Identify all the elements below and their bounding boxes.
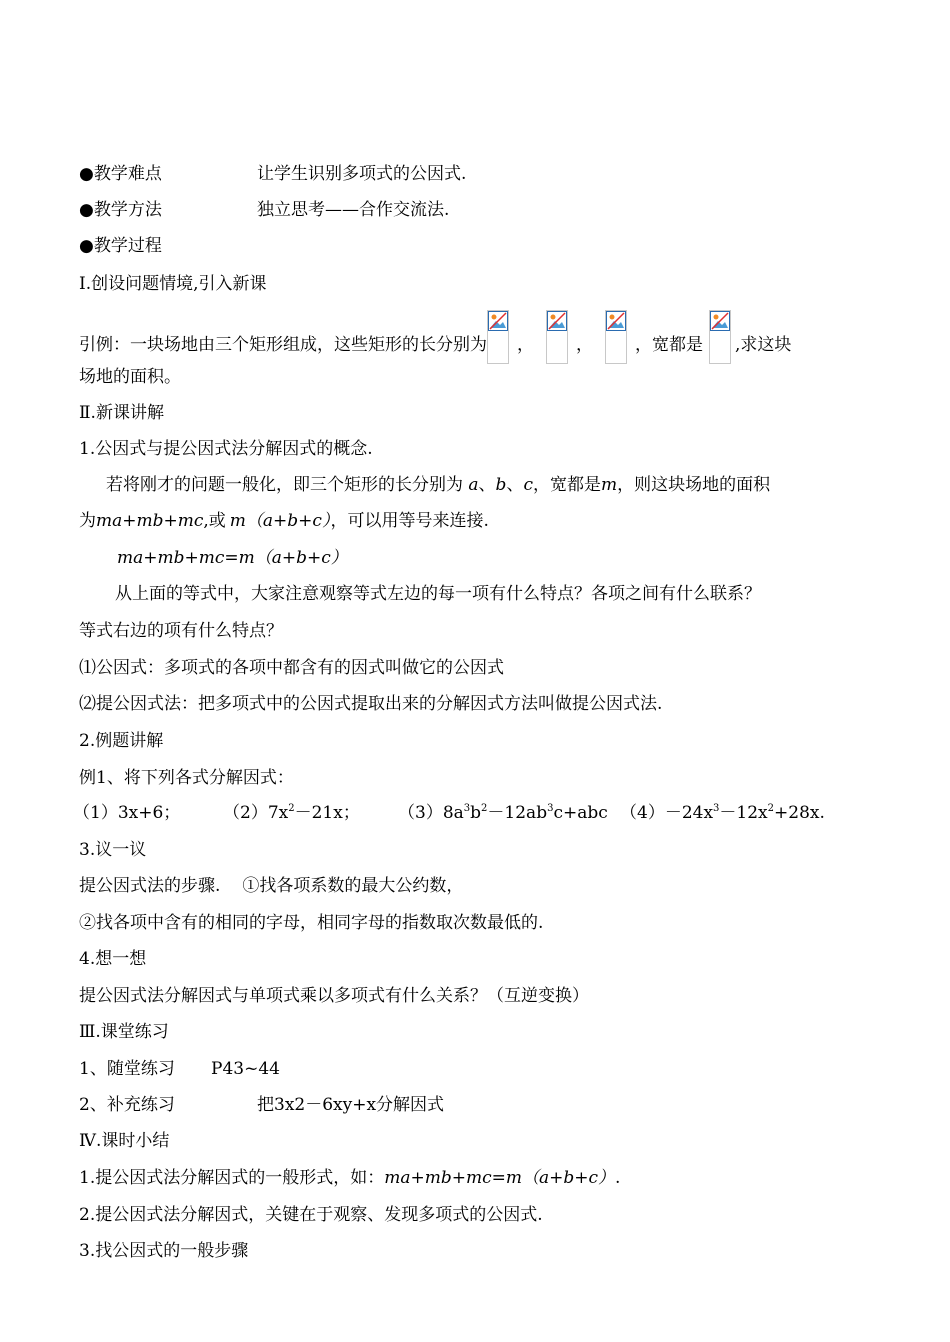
examples-heading: 2.例题讲解: [79, 731, 164, 751]
equation-expression: ma+mb+mc=m（a+b+c）: [117, 548, 348, 568]
summary-1-row: [79, 1166, 620, 1190]
practice-2-text: 把3x2－6xy+x分解因式: [257, 1095, 445, 1115]
definition-common-factor: ⑴公因式：多项式的各项中都含有的因式叫做它的公因式: [79, 658, 504, 678]
think-question: 提公因式法分解因式与单项式乘以多项式有什么关系？（互逆变换）: [79, 986, 589, 1006]
section-4-heading: Ⅳ.课时小结: [79, 1131, 170, 1151]
generalize-text-b: ，宽都是: [532, 475, 601, 495]
difficulty-text: 让学生识别多项式的公因式.: [257, 164, 467, 184]
generalize-text-c: ，则这块场地的面积: [617, 475, 771, 495]
intro-text-a: 引例：一块场地由三个矩形组成，这些矩形的长分别为: [79, 335, 487, 355]
area-text-a: 为: [79, 511, 96, 531]
var-c: c: [523, 475, 533, 495]
method-label: ●教学方法: [79, 200, 162, 220]
observe-question: 从上面的等式中，大家注意观察等式左边的每一项有什么特点？各项之间有什么联系？: [115, 584, 761, 604]
section-1-heading: Ⅰ.创设问题情境,引入新课: [79, 274, 267, 294]
example-1-items: [73, 801, 825, 825]
method-row: [79, 198, 449, 222]
steps-row: [79, 874, 463, 898]
practice-1-label: 1、随堂练习: [79, 1059, 175, 1079]
generalize-text-a: 若将刚才的问题一般化，即三个矩形的长分别为: [106, 475, 463, 495]
separator-2: 、: [506, 475, 524, 495]
area-row: [79, 509, 489, 533]
practice-2-label: 2、补充练习: [79, 1095, 175, 1115]
area-product-expression: m（a+b+c）: [229, 511, 331, 531]
var-b: b: [495, 475, 507, 495]
intro-example-row: [79, 310, 791, 364]
practice-1-text: P43~44: [211, 1059, 280, 1079]
think-heading: 4.想一想: [79, 949, 147, 969]
intro-text-c: 场地的面积。: [79, 367, 181, 387]
area-text-b: ,或: [203, 511, 226, 531]
summary-1-expression: ma+mb+mc=m（a+b+c）: [384, 1168, 616, 1188]
comma-3-width-label: ，宽都是: [635, 335, 703, 355]
example-item-1: （1）3x+6；: [73, 803, 181, 823]
area-text-c: ，可以用等号来连接.: [330, 511, 489, 531]
observe-question-cont: 等式右边的项有什么特点？: [79, 621, 283, 641]
summary-3: 3.找公因式的一般步骤: [79, 1241, 249, 1261]
area-sum-expression: ma+mb+mc: [96, 511, 204, 531]
example-item-2: $(2)7x^2-21x$；: [223, 803, 360, 823]
comma-1: ，: [517, 335, 534, 355]
image-placeholder-icon: [709, 310, 731, 364]
section-2-heading: Ⅱ.新课讲解: [79, 403, 164, 423]
summary-1-text: 1.提公因式法分解因式的一般形式，如：: [79, 1168, 385, 1188]
definition-factoring-method: ⑵提公因式法：把多项式中的公因式提取出来的分解因式方法叫做提公因式法.: [79, 694, 663, 714]
difficulty-label: ●教学难点: [79, 164, 162, 184]
discuss-heading: 3.议一议: [79, 840, 147, 860]
method-text: 独立思考——合作交流法.: [257, 200, 450, 220]
example-item-4: $(4)-24x^3-12x^2+28x$.: [620, 803, 825, 823]
summary-2: 2.提公因式法分解因式，关键在于观察、发现多项式的公因式.: [79, 1205, 543, 1225]
var-m: m: [600, 475, 618, 495]
var-a: a: [468, 475, 479, 495]
image-placeholder-icon: [546, 310, 568, 364]
intro-text-b: ,求这块: [735, 335, 792, 355]
equation-line: [117, 546, 348, 570]
steps-label: 提公因式法的步骤.: [79, 876, 221, 896]
separator-1: 、: [478, 475, 496, 495]
summary-1-period: .: [615, 1168, 621, 1188]
process-heading: ●教学过程: [79, 236, 162, 256]
generalize-row: [106, 473, 770, 497]
step-2: ②找各项中含有的相同的字母，相同字母的指数取次数最低的.: [79, 913, 544, 933]
practice-2-row: [79, 1093, 444, 1117]
image-placeholder-icon: [605, 310, 627, 364]
image-placeholder-icon: [487, 310, 509, 364]
concept-heading: 1.公因式与提公因式法分解因式的概念.: [79, 439, 373, 459]
practice-1-row: [79, 1057, 280, 1081]
comma-2: ，: [576, 335, 593, 355]
example-item-3: $(3)8a^3b^2-12ab^3c+abc$: [398, 803, 608, 823]
difficulty-row: [79, 162, 466, 186]
section-3-heading: Ⅲ.课堂练习: [79, 1022, 169, 1042]
example-1-title: 例1、将下列各式分解因式：: [79, 768, 294, 788]
step-1: ①找各项系数的最大公约数，: [242, 876, 464, 896]
